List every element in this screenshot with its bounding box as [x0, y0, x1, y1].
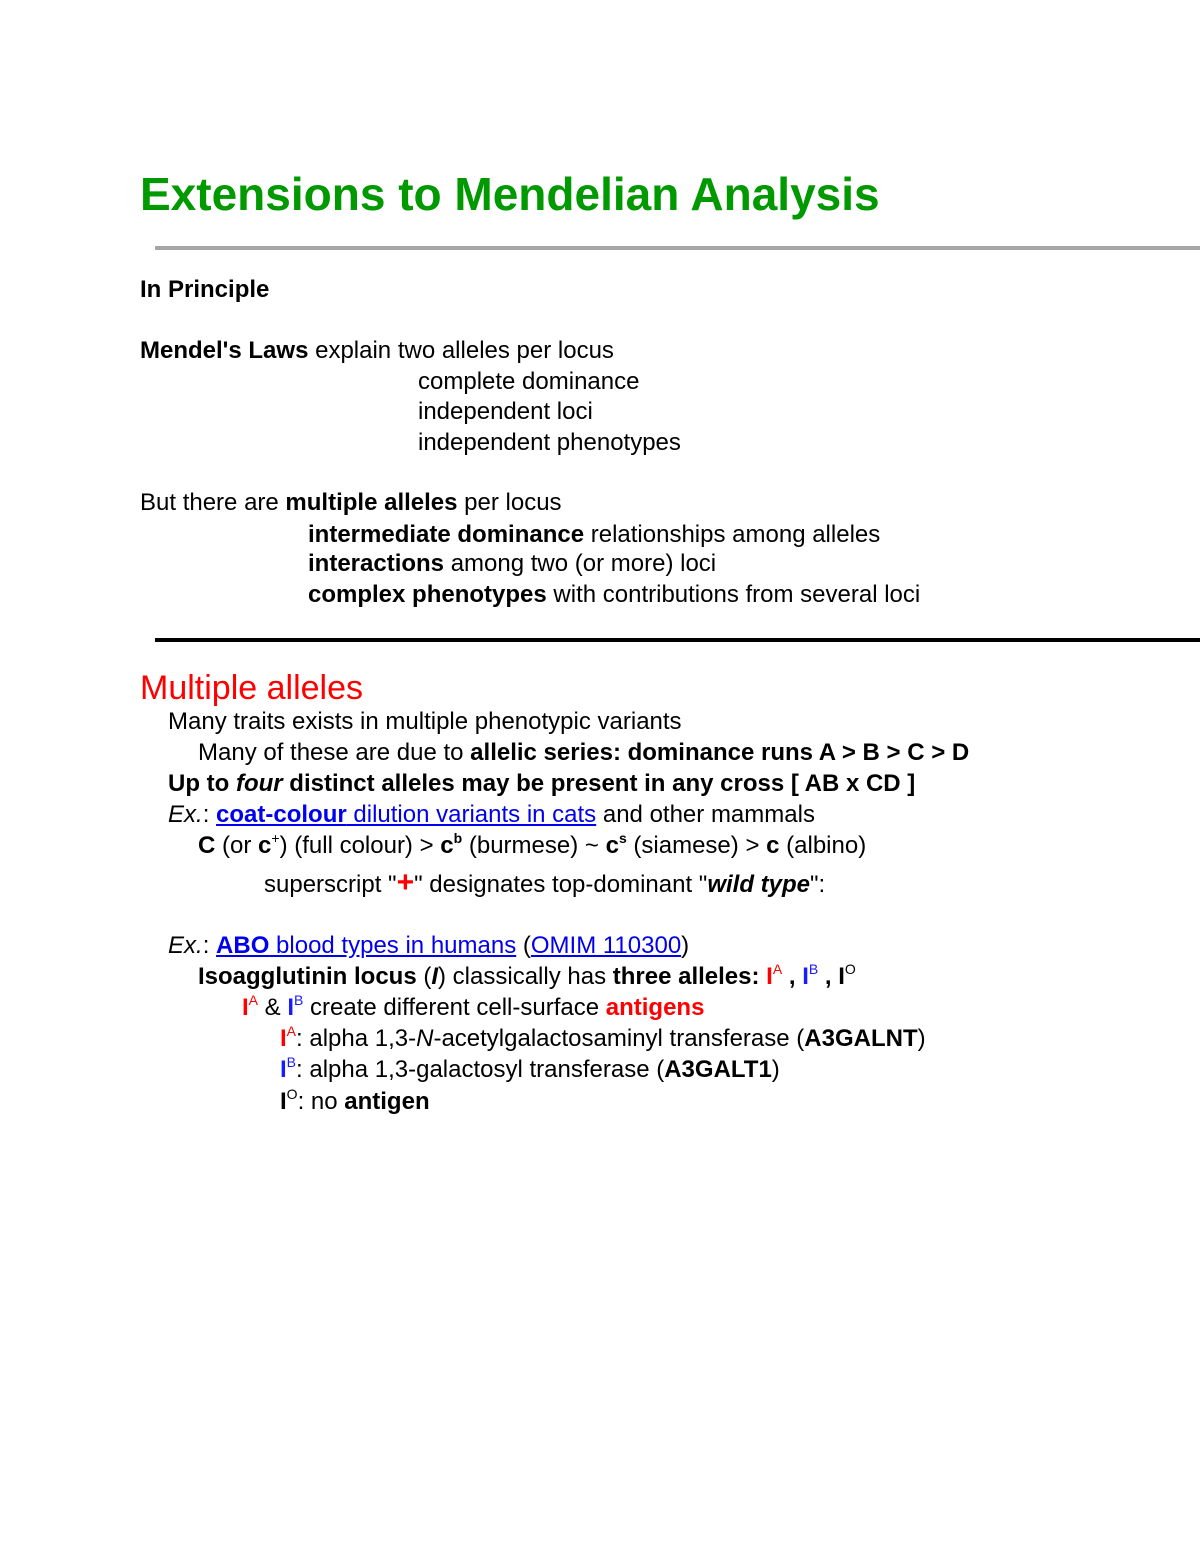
io-line [280, 1087, 430, 1117]
ia-text-1: : alpha 1,3- [296, 1025, 417, 1052]
antigen-IA: I [242, 994, 249, 1021]
but-pre: But there are [140, 489, 286, 516]
up-to-four-line [168, 769, 915, 799]
iso-three-alleles: three alleles: [612, 963, 767, 990]
sup-plus: + [271, 830, 280, 846]
abo-link-rest: blood types in humans [269, 932, 517, 959]
antigen-sup-B: B [294, 992, 304, 1008]
sup-b: b [453, 830, 463, 846]
up-to-post: distinct alleles may be present in any cross [ AB x CD ] [282, 770, 916, 797]
ia-gene: A3GALNT [804, 1025, 918, 1052]
allele-IA: I [766, 963, 773, 990]
ib-allele: I [280, 1056, 287, 1083]
allele-c-albino: c [766, 832, 780, 859]
row-1-bold: intermediate dominance [308, 521, 585, 548]
traits-line: Many traits exists in multiple phenotypic variants [168, 708, 682, 735]
in-principle-heading: In Principle [140, 276, 270, 303]
row-1-rest: relationships among alleles [584, 521, 881, 548]
but-bold: multiple alleles [285, 489, 458, 516]
ia-N: N [416, 1025, 434, 1052]
cat-albino: (albino) [779, 832, 867, 859]
abo-blood-types-link[interactable] [216, 932, 516, 959]
ex-colon: : [202, 801, 217, 828]
four-italic: four [235, 770, 283, 797]
mendel-laws-line [140, 336, 614, 366]
ex2-open: ( [516, 932, 531, 959]
isoagglutinin-line [198, 962, 856, 992]
coat-colour-link[interactable] [216, 801, 596, 828]
allele-cs: c [605, 832, 619, 859]
mendel-item-1: complete dominance [418, 368, 640, 395]
row-3-bold: complex phenotypes [308, 581, 547, 608]
cat-siamese: (siamese) > [626, 832, 767, 859]
antigen-sup-A: A [248, 992, 259, 1008]
ib-close: ) [771, 1056, 780, 1083]
antigens-word: antigens [605, 994, 705, 1021]
superscript-pre: superscript " [264, 871, 397, 898]
up-to-pre: Up to [168, 770, 236, 797]
antigen-amp: & [258, 994, 288, 1021]
antigen-mid: create different cell-surface [303, 994, 606, 1021]
allele-c-plus: c [258, 832, 272, 859]
io-allele: I [280, 1088, 287, 1115]
ex2-colon: : [202, 932, 217, 959]
sup-B: B [808, 961, 819, 977]
ib-gene: A3GALT1 [664, 1056, 772, 1083]
iso-comma-1: , [782, 963, 803, 990]
sup-A: A [772, 961, 783, 977]
iso-bold: Isoagglutinin locus [198, 963, 417, 990]
title-divider [155, 246, 1200, 250]
antigen-IB: I [287, 994, 295, 1021]
row-3-rest: with contributions from several loci [546, 581, 921, 608]
allelic-pre: Many of these are due to [198, 739, 471, 766]
iso-open: ( [416, 963, 432, 990]
coat-colour-link-bold: coat-colour [216, 801, 347, 828]
multiple-alleles-heading: Multiple alleles [140, 669, 363, 707]
ia-enzyme-line [280, 1024, 926, 1054]
ex-label: Ex. [168, 801, 203, 828]
but-post: per locus [457, 489, 562, 516]
ia-close: ) [917, 1025, 926, 1052]
plus-symbol: + [396, 866, 415, 899]
ib-text: : alpha 1,3-galactosyl transferase ( [296, 1056, 665, 1083]
superscript-mid: " designates top-dominant " [414, 871, 708, 898]
mendel-item-3: independent phenotypes [418, 429, 681, 456]
allele-C: C [198, 832, 216, 859]
sup-s: s [618, 830, 627, 846]
cat-full: ) (full colour) > [279, 832, 441, 859]
allelic-series-bold: allelic series: dominance runs A > B > C > D [470, 739, 970, 766]
superscript-note-line [264, 868, 825, 900]
allele-IO: I [838, 963, 845, 990]
omim-link[interactable]: OMIM 110300 [530, 932, 682, 959]
ib-sup: B [286, 1054, 297, 1070]
but-there-are-line [140, 488, 562, 518]
sup-O: O [844, 961, 856, 977]
mendel-laws-text: explain two alleles per locus [308, 337, 614, 364]
allelic-series-line [198, 738, 969, 768]
ex2-label: Ex. [168, 932, 203, 959]
io-sup: O [286, 1086, 298, 1102]
superscript-post: ": [810, 871, 826, 898]
wild-type-bold: wild type [707, 871, 810, 898]
example-cats-line [168, 800, 815, 830]
abo-link-bold: ABO [216, 932, 270, 959]
antigens-line [242, 993, 704, 1023]
mendel-laws-label: Mendel's Laws [140, 337, 309, 364]
ex-post: and other mammals [596, 801, 815, 828]
iso-comma-2: , [818, 963, 839, 990]
document-title: Extensions to Mendelian Analysis [140, 168, 880, 220]
complex-phenotypes-line [308, 580, 920, 610]
iso-I: I [431, 963, 439, 990]
iso-mid: ) classically has [438, 963, 613, 990]
mendel-item-2: independent loci [418, 398, 593, 425]
cat-alleles-line [198, 831, 866, 861]
row-2-bold: interactions [308, 550, 445, 577]
cat-or: (or [215, 832, 259, 859]
row-2-rest: among two (or more) loci [444, 550, 717, 577]
intermediate-dominance-line [308, 520, 880, 550]
allele-cb: c [440, 832, 454, 859]
coat-colour-link-rest: dilution variants in cats [346, 801, 597, 828]
ib-enzyme-line [280, 1055, 780, 1085]
io-text: : no [297, 1088, 345, 1115]
cat-burmese: (burmese) ~ [462, 832, 606, 859]
ex2-close: ) [681, 932, 690, 959]
example-abo-line [168, 931, 689, 961]
allele-IB: I [802, 963, 809, 990]
section-divider [155, 638, 1200, 642]
interactions-line [308, 549, 716, 579]
ia-allele: I [280, 1025, 287, 1052]
ia-text-2: -acetylgalactosaminyl transferase ( [433, 1025, 805, 1052]
ia-sup: A [286, 1023, 297, 1039]
io-antigen: antigen [344, 1088, 430, 1115]
